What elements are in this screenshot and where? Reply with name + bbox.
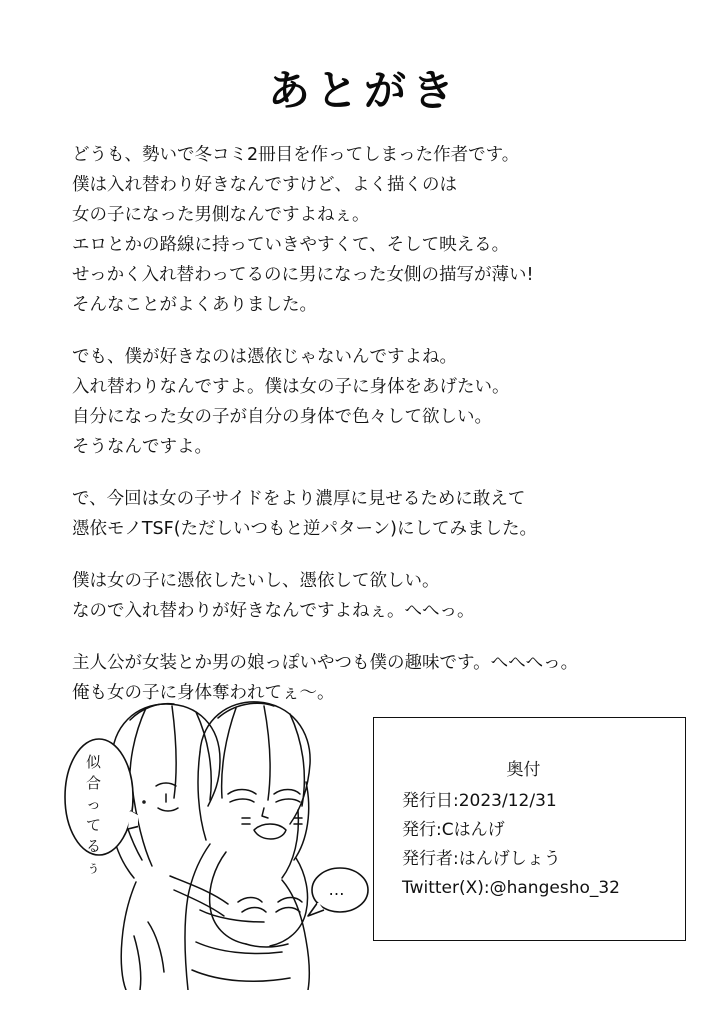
speech-bubble-right-text: … (328, 880, 348, 899)
text-line: そうなんですよ。 (72, 437, 212, 457)
paragraph (72, 140, 672, 320)
bubble-char: っ (85, 795, 102, 813)
text-line: 入れ替わりなんですよ。僕は女の子に身体をあげたい。 (72, 377, 510, 397)
bubble-char: ぅ (85, 858, 102, 876)
text-line: 僕は女の子に憑依したいし、憑依して欲しい。 (72, 571, 440, 591)
colophon-circle: 発行:Cはんげ (402, 820, 505, 840)
text-line: エロとかの路線に持っていきやすくて、そして映える。 (72, 235, 510, 255)
text-line: で、今回は女の子サイドをより濃厚に見せるために敢えて (72, 489, 526, 509)
colophon-publish-date: 発行日:2023/12/31 (402, 791, 557, 811)
bubble-char: て (85, 816, 102, 834)
text-line: なので入れ替わりが好きなんですよねぇ。へへっ。 (72, 601, 475, 621)
colophon-content (402, 756, 675, 903)
bubble-char: る (85, 837, 102, 855)
text-line: どうも、勢いで冬コミ2冊目を作ってしまった作者です。 (72, 145, 520, 165)
afterword-body (72, 140, 672, 708)
text-line: 女の子になった男側なんですよねぇ。 (72, 205, 370, 225)
paragraph (72, 484, 672, 544)
text-line: でも、僕が好きなのは憑依じゃないんですよね。 (72, 347, 457, 367)
colophon-twitter: Twitter(X):@hangesho_32 (402, 878, 620, 898)
text-line: そんなことがよくありました。 (72, 295, 317, 315)
text-line: 自分になった女の子が自分の身体で色々して欲しい。 (72, 407, 492, 427)
bubble-char: 合 (85, 774, 102, 792)
colophon-heading: 奥付 (506, 760, 541, 780)
text-line: 憑依モノTSF(ただしいつもと逆パターン)にしてみました。 (72, 519, 537, 539)
speech-bubble-left-text (74, 752, 114, 878)
text-line: 僕は入れ替わり好きなんですけど、よく描くのは (72, 175, 457, 195)
text-line: 俺も女の子に身体奪われてぇ〜。 (72, 683, 335, 703)
paragraph (72, 342, 672, 462)
colophon-box (373, 717, 686, 941)
text-line: 主人公が女装とか男の娘っぽいやつも僕の趣味です。へへへっ。 (72, 653, 579, 673)
paragraph (72, 566, 672, 626)
text-line: せっかく入れ替わってるのに男になった女側の描写が薄い! (72, 265, 534, 285)
colophon-author: 発行者:はんげしょう (402, 849, 561, 869)
page-title: あとがき (267, 66, 460, 115)
bubble-char: 似 (85, 753, 102, 771)
